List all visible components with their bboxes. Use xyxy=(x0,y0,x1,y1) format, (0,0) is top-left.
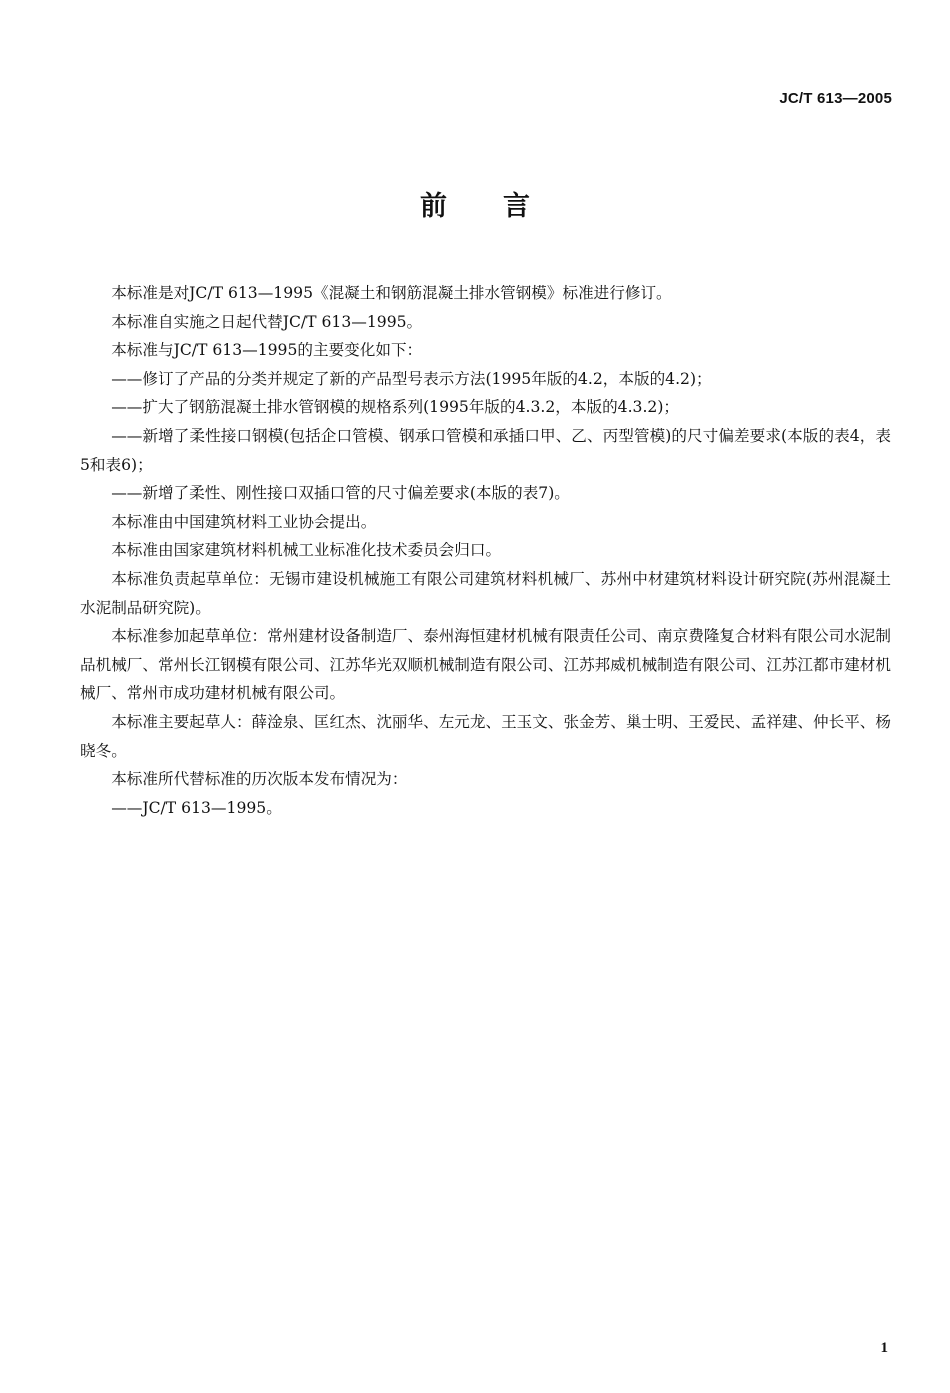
paragraph-changes-intro: 本标准与JC/T 613—1995的主要变化如下： xyxy=(111,341,423,360)
paragraph-change-flexible-joint: ——新增了柔性接口钢模(包括企口管模、钢承口管模和承插口甲、乙、丙型管模)的尺寸偏差要求(本版的表4，表5和表6)； xyxy=(80,426,891,474)
paragraph-history-intro: 本标准所代替标准的历次版本发布情况为： xyxy=(111,770,408,789)
foreword-body xyxy=(80,279,891,822)
paragraph-change-specification: ——扩大了钢筋混凝土排水管钢模的规格系列(1995年版的4.3.2，本版的4.3.2)； xyxy=(111,398,680,417)
page-title: 前言 xyxy=(420,191,586,222)
paragraph-main-drafters: 本标准主要起草人：薛淦泉、匡红杰、沈丽华、左元龙、王玉文、张金芳、巢士明、王爱民、孟祥建、仲长平、杨晓冬。 xyxy=(80,712,891,760)
paragraph-proposed-by: 本标准由中国建筑材料工业协会提出。 xyxy=(111,512,377,531)
paragraph-change-classification: ——修订了产品的分类并规定了新的产品型号表示方法(1995年版的4.2，本版的4.2)； xyxy=(111,369,712,388)
paragraph-centralized-by: 本标准由国家建筑材料机械工业标准化技术委员会归口。 xyxy=(111,541,502,560)
paragraph-revision: 本标准是对JC/T 613—1995《混凝土和钢筋混凝土排水管钢模》标准进行修订。 xyxy=(111,284,672,302)
page-number: 1 xyxy=(880,1340,888,1356)
paragraph-drafting-unit: 本标准负责起草单位：无锡市建设机械施工有限公司建筑材料机械厂、苏州中材建筑材料设计研究院(苏州混凝土水泥制品研究院)。 xyxy=(80,569,891,617)
paragraph-replacement: 本标准自实施之日起代替JC/T 613—1995。 xyxy=(111,312,423,331)
document-code: JC/T 613—2005 xyxy=(779,90,892,107)
paragraph-participating-units: 本标准参加起草单位：常州建材设备制造厂、泰州海恒建材机械有限责任公司、南京费隆复合材料有限公司水泥制品机械厂、常州长江钢模有限公司、江苏华光双顺机械制造有限公司、江苏邦威机械制造有限公司、江苏江都市建材机械厂、常州市成功建材机械有限公司。 xyxy=(80,627,891,703)
paragraph-change-double-spigot: ——新增了柔性、刚性接口双插口管的尺寸偏差要求(本版的表7)。 xyxy=(111,484,570,503)
paragraph-history-item: ——JC/T 613—1995。 xyxy=(111,798,282,817)
